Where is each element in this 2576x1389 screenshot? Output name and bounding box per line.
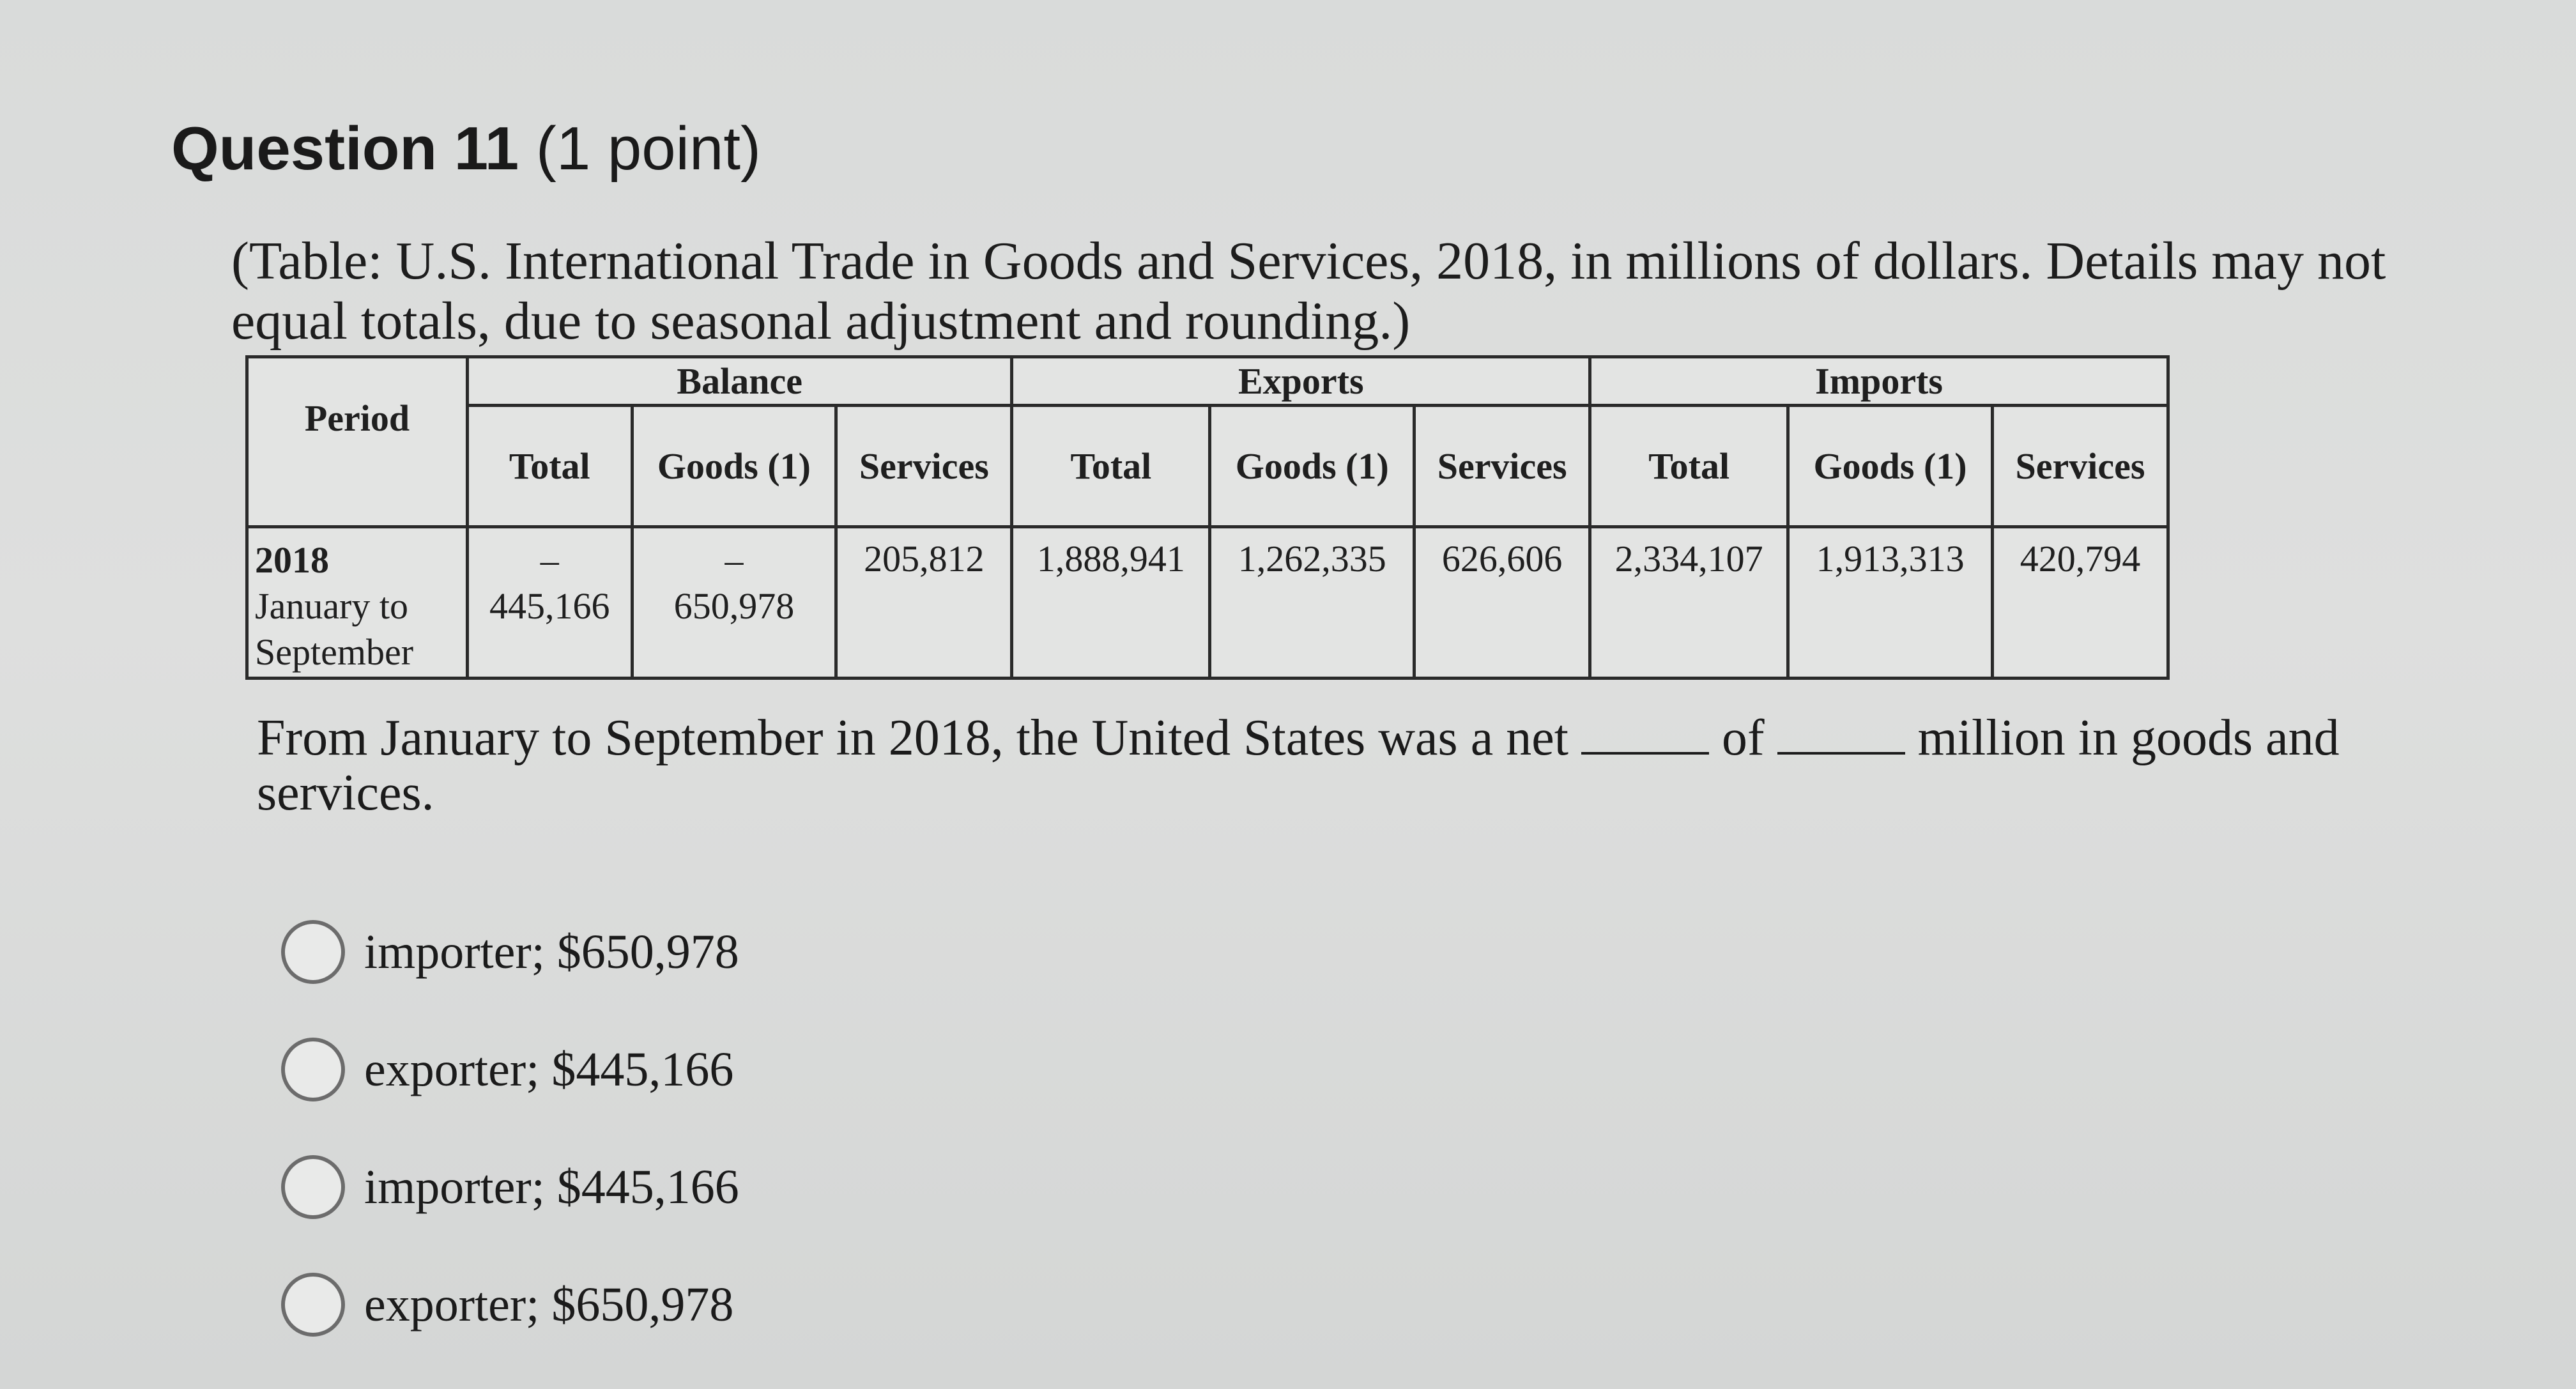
balance-group-header: Balance: [468, 357, 1012, 406]
period-year: 2018: [255, 539, 329, 581]
imports-goods-cell: 1,913,313: [1788, 527, 1993, 679]
exports-services-header: Services: [1414, 406, 1590, 527]
option-label[interactable]: importer; $650,978: [364, 925, 739, 979]
period-range: January to September: [255, 585, 414, 673]
blank-1: [1581, 714, 1709, 755]
balance-goods-header: Goods (1): [632, 406, 836, 527]
option-label[interactable]: exporter; $445,166: [364, 1042, 734, 1096]
balance-total-value: 445,166: [489, 585, 610, 627]
table-caption: (Table: U.S. International Trade in Goods and Services, 2018, in millions of dollars. Details may not equal totals, due to seasonal adjustment and rounding.): [231, 231, 2386, 351]
balance-services-header: Services: [836, 406, 1012, 527]
balance-total-cell: [468, 527, 632, 679]
imports-total-cell: 2,334,107: [1590, 527, 1788, 679]
exports-services-cell: 626,606: [1414, 527, 1590, 679]
answer-option-1[interactable]: [281, 914, 739, 990]
radio-button[interactable]: [281, 1038, 345, 1101]
answer-option-3[interactable]: [281, 1149, 739, 1225]
question-points: (1 point): [535, 114, 762, 183]
balance-total-header: Total: [468, 406, 632, 527]
question-prompt: [257, 710, 2365, 820]
question-title: [171, 114, 761, 184]
exports-goods-header: Goods (1): [1210, 406, 1414, 527]
blank-2: [1777, 714, 1905, 755]
radio-button[interactable]: [281, 920, 345, 984]
imports-services-cell: 420,794: [1992, 527, 2168, 679]
exports-total-header: Total: [1012, 406, 1210, 527]
imports-group-header: Imports: [1590, 357, 2168, 406]
balance-services-cell: 205,812: [836, 527, 1012, 679]
prompt-part-1: From January to September in 2018, the United States was a net: [257, 710, 1568, 766]
balance-goods-value: 650,978: [673, 585, 795, 627]
prompt-part-2: of: [1721, 710, 1765, 766]
table-group-header-row: [247, 357, 2168, 406]
balance-total-sign: –: [540, 539, 559, 581]
exports-group-header: Exports: [1012, 357, 1590, 406]
option-label[interactable]: importer; $445,166: [364, 1160, 739, 1214]
balance-goods-sign: –: [724, 539, 744, 581]
imports-goods-header: Goods (1): [1788, 406, 1993, 527]
balance-goods-cell: [632, 527, 836, 679]
table-sub-header-row: [247, 406, 2168, 527]
imports-services-header: Services: [1992, 406, 2168, 527]
question-number: Question 11: [171, 114, 519, 183]
radio-button[interactable]: [281, 1273, 345, 1337]
prompt-part-3: million in goods and services.: [257, 710, 2340, 821]
answer-option-2[interactable]: [281, 1031, 739, 1108]
answer-option-4[interactable]: [281, 1266, 739, 1343]
period-header: Period: [247, 357, 468, 527]
option-label[interactable]: exporter; $650,978: [364, 1277, 734, 1331]
table-row: [247, 527, 2168, 679]
trade-table: [245, 355, 2170, 680]
answer-options: [281, 914, 739, 1384]
exports-total-cell: 1,888,941: [1012, 527, 1210, 679]
exports-goods-cell: 1,262,335: [1210, 527, 1414, 679]
radio-button[interactable]: [281, 1155, 345, 1219]
imports-total-header: Total: [1590, 406, 1788, 527]
period-cell: [247, 527, 468, 679]
